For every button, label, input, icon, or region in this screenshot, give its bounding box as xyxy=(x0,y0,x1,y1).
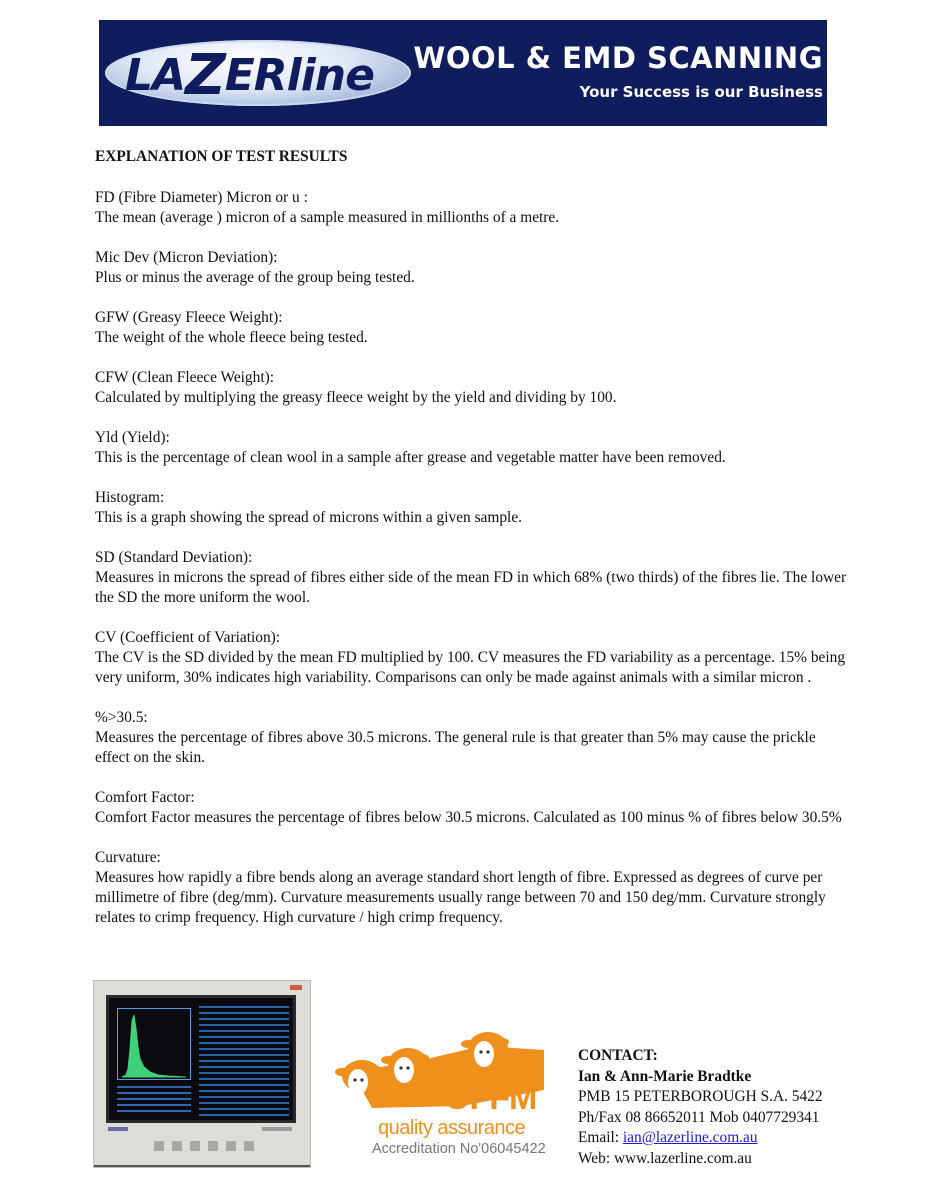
definition: Plus or minus the average of the group being tested. xyxy=(95,269,415,286)
term: SD (Standard Deviation): xyxy=(95,549,253,566)
section-comfort-factor xyxy=(95,788,847,828)
term: CFW (Clean Fleece Weight): xyxy=(95,369,274,386)
section-mic-dev xyxy=(95,248,847,288)
definition: The mean (average ) micron of a sample measured in millionths of a metre. xyxy=(95,209,560,226)
monitor-readout-text xyxy=(199,1006,289,1116)
histogram-graph xyxy=(117,1008,191,1080)
term: Histogram: xyxy=(95,489,165,506)
term: Curvature: xyxy=(95,849,161,866)
monitor-brand-mark xyxy=(290,985,302,990)
definition: Calculated by multiplying the greasy fleece weight by the yield and dividing by 100. xyxy=(95,389,617,406)
definition: Measures the percentage of fibres above 30.5 microns. The general rule is that greater than 5% may cause the prickle effect on the skin. xyxy=(95,729,816,766)
term: %>30.5: xyxy=(95,709,148,726)
term: FD (Fibre Diameter) Micron or u : xyxy=(95,189,308,206)
email-link[interactable]: ian@lazerline.com.au xyxy=(622,1129,758,1146)
section-over-30-5 xyxy=(95,708,847,768)
term: GFW (Greasy Fleece Weight): xyxy=(95,309,283,326)
term: Comfort Factor: xyxy=(95,789,195,806)
section-sd xyxy=(95,548,847,608)
header-banner xyxy=(99,20,827,126)
definition: The CV is the SD divided by the mean FD multiplied by 100. CV measures the FD variability as a percentage. 15% being very uniform, 30% indicates high variability. Comparisons can only be made against animals with a similar micron . xyxy=(95,649,846,686)
definition: Measures how rapidly a fibre bends along an average standard short length of fibre. Expressed as degrees of curve per millimetre of fibre (deg/mm). Curvature measurements usually range between 70 and 150 deg/mm. Curvature strongly relates to crimp frequency. High curvature / high crimp frequency. xyxy=(95,869,826,926)
section-curvature xyxy=(95,848,847,928)
section-histogram xyxy=(95,488,847,528)
section-cfw xyxy=(95,368,847,408)
explanation-content xyxy=(95,146,847,948)
monitor-brand-label xyxy=(108,1127,128,1131)
banner-tagline: Your Success is our Business xyxy=(579,83,823,101)
logo-suffix: ERline xyxy=(224,50,374,101)
section-gfw xyxy=(95,308,847,348)
definition: This is a graph showing the spread of microns within a given sample. xyxy=(95,509,523,526)
section-cv xyxy=(95,628,847,688)
term: Mic Dev (Micron Deviation): xyxy=(95,249,278,266)
contact-names: Ian & Ann-Marie Bradtke xyxy=(578,1067,752,1085)
monitor-base xyxy=(94,1165,310,1167)
page-title: EXPLANATION OF TEST RESULTS xyxy=(95,148,348,165)
monitor-buttons xyxy=(154,1141,254,1151)
histogram-icon xyxy=(118,1009,190,1079)
scanner-monitor-photo xyxy=(93,980,311,1168)
contact-address: PMB 15 PETERBOROUGH S.A. 5422 xyxy=(578,1088,823,1105)
definition: The weight of the whole fleece being tested. xyxy=(95,329,368,346)
logo-z: Z xyxy=(185,43,225,108)
lazerline-logo xyxy=(125,43,405,108)
contact-email-line xyxy=(578,1128,878,1149)
monitor-readout-text-lower xyxy=(117,1086,191,1116)
term: CV (Coefficient of Variation): xyxy=(95,629,281,646)
offm-wordmark: OFFM xyxy=(444,1079,537,1117)
monitor-model-label xyxy=(262,1127,292,1131)
contact-block xyxy=(578,1046,878,1169)
definition: Measures in microns the spread of fibres either side of the mean FD in which 68% (two thirds) of the fibres lie. The lower the SD the more uniform the wool. xyxy=(95,569,847,606)
definition: This is the percentage of clean wool in a sample after grease and vegetable matter have been removed. xyxy=(95,449,726,466)
banner-title: WOOL & EMD SCANNING xyxy=(413,41,823,75)
section-yield xyxy=(95,428,847,468)
section-fd xyxy=(95,188,847,228)
email-label: Email: xyxy=(578,1129,623,1146)
contact-phone: Ph/Fax 08 86652011 Mob 0407729341 xyxy=(578,1108,820,1126)
accreditation-number: Accreditation No'06045422 xyxy=(372,1141,546,1157)
definition: Comfort Factor measures the percentage of fibres below 30.5 microns. Calculated as 100 minus % of fibres below 30.5% xyxy=(95,809,842,826)
monitor-screen xyxy=(106,995,296,1123)
contact-web: Web: www.lazerline.com.au xyxy=(578,1149,752,1167)
offm-quality-logo xyxy=(312,1010,558,1168)
quality-assurance-label: quality assurance xyxy=(378,1117,526,1139)
term: Yld (Yield): xyxy=(95,429,170,446)
logo-prefix: LA xyxy=(125,50,186,101)
contact-title: CONTACT: xyxy=(578,1047,658,1064)
